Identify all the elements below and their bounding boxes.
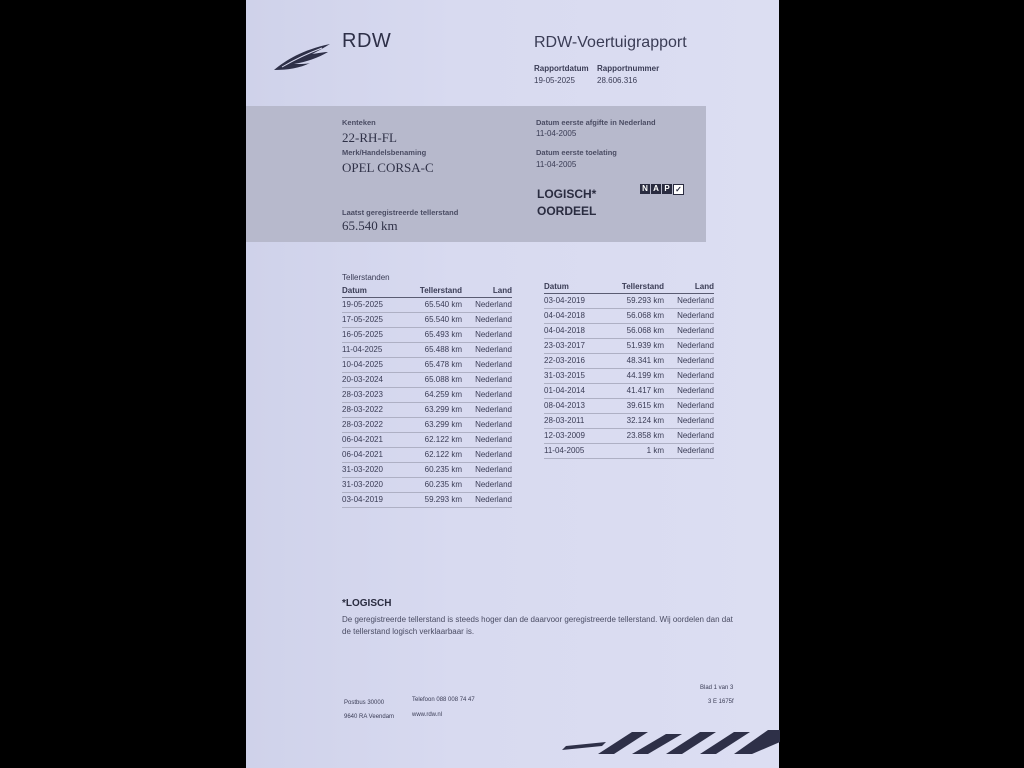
table-row [544, 414, 714, 429]
cell-odometer: 56.068 km [626, 311, 664, 320]
table-row [342, 298, 512, 313]
cell-country: Nederland [677, 326, 714, 335]
readings-section-title: Tellerstanden [342, 273, 390, 282]
cell-date: 03-04-2019 [342, 495, 383, 504]
table-row [342, 343, 512, 358]
cell-odometer: 60.235 km [424, 480, 462, 489]
note-text: De geregistreerde tellerstand is steeds hoger dan de daarvoor geregistreerde tellerstand. Wij oordelen dan dat de tellerstand logisch verklaarbaar is. [342, 615, 733, 636]
cell-date: 31-03-2020 [342, 480, 383, 489]
verdict-line1: LOGISCH* [537, 187, 597, 201]
cell-country: Nederland [677, 311, 714, 320]
report-number: 28.606.316 [597, 76, 638, 85]
table-row [544, 324, 714, 339]
cell-date: 22-03-2016 [544, 356, 585, 365]
table-body [544, 294, 714, 459]
cell-odometer: 65.540 km [424, 300, 462, 309]
cell-odometer: 41.417 km [626, 386, 664, 395]
nap-letter-a: A [651, 184, 661, 194]
verdict-text [537, 186, 596, 220]
table-header [544, 281, 714, 294]
col-date-header: Datum [342, 286, 367, 295]
table-row [544, 294, 714, 309]
cell-odometer: 59.293 km [424, 495, 462, 504]
cell-odometer: 63.299 km [424, 420, 462, 429]
cell-date: 01-04-2014 [544, 386, 585, 395]
table-row [342, 358, 512, 373]
cell-odometer: 65.478 km [424, 360, 462, 369]
table-row [544, 384, 714, 399]
plate-number: 22-RH-FL [342, 130, 397, 145]
cell-odometer: 39.615 km [626, 401, 664, 410]
cell-country: Nederland [475, 480, 512, 489]
col-country-header: Land [492, 286, 512, 295]
cell-date: 04-04-2018 [544, 311, 585, 320]
plate-label: Kenteken [342, 118, 376, 127]
table-row [544, 354, 714, 369]
brand-name: RDW [342, 30, 392, 52]
cell-date: 11-04-2025 [342, 345, 383, 354]
report-date-label: Rapportdatum [534, 64, 589, 73]
cell-country: Nederland [677, 431, 714, 440]
cell-odometer: 60.235 km [424, 465, 462, 474]
first-admission-label: Datum eerste toelating [536, 148, 617, 157]
table-row [342, 448, 512, 463]
cell-date: 12-03-2009 [544, 431, 585, 440]
report-date: 19-05-2025 [534, 76, 575, 85]
cell-country: Nederland [677, 356, 714, 365]
table-header [342, 285, 512, 298]
report-title: RDW-Voertuigrapport [534, 34, 687, 51]
cell-date: 28-03-2011 [544, 416, 585, 425]
cell-country: Nederland [677, 296, 714, 305]
cell-country: Nederland [677, 371, 714, 380]
cell-date: 23-03-2017 [544, 341, 585, 350]
cell-date: 28-03-2022 [342, 420, 383, 429]
table-body [342, 298, 512, 508]
cell-odometer: 1 km [646, 446, 664, 455]
note-title: *LOGISCH [342, 598, 392, 609]
first-admission-date: 11-04-2005 [536, 160, 577, 169]
cell-country: Nederland [677, 341, 714, 350]
first-issue-date: 11-04-2005 [536, 129, 577, 138]
footer-postbus: Postbus 30000 [344, 700, 385, 706]
nap-letter-n: N [640, 184, 650, 194]
cell-odometer: 56.068 km [626, 326, 664, 335]
cell-country: Nederland [475, 300, 512, 309]
cell-date: 28-03-2022 [342, 405, 383, 414]
cell-country: Nederland [475, 360, 512, 369]
table-row [342, 418, 512, 433]
cell-country: Nederland [677, 401, 714, 410]
cell-country: Nederland [677, 446, 714, 455]
cell-odometer: 48.341 km [626, 356, 664, 365]
cell-date: 20-03-2024 [342, 375, 383, 384]
cell-country: Nederland [475, 450, 512, 459]
table-row [544, 369, 714, 384]
cell-date: 31-03-2015 [544, 371, 585, 380]
readings-table-right [544, 281, 714, 459]
cell-country: Nederland [475, 345, 512, 354]
col-odometer-header: Tellerstand [621, 282, 664, 291]
cell-date: 06-04-2021 [342, 450, 383, 459]
cell-date: 10-04-2025 [342, 360, 383, 369]
cell-date: 06-04-2021 [342, 435, 383, 444]
cell-date: 28-03-2023 [342, 390, 383, 399]
table-row [342, 463, 512, 478]
vehicle-summary-box [246, 106, 706, 242]
make-value: OPEL CORSA-C [342, 160, 434, 175]
table-row [342, 313, 512, 328]
table-row [544, 309, 714, 324]
footer-page: Blad 1 van 3 [700, 685, 734, 691]
odometer-label: Laatst geregistreerde tellerstand [342, 208, 459, 217]
background-right [778, 0, 1024, 768]
cell-country: Nederland [475, 420, 512, 429]
footer-phone: Telefoon 088 008 74 47 [412, 697, 475, 703]
table-row [342, 493, 512, 508]
make-label: Merk/Handelsbenaming [342, 148, 427, 157]
checkmark-icon: ✓ [673, 184, 684, 195]
footer-web: www.rdw.nl [412, 712, 443, 718]
table-row [544, 339, 714, 354]
cell-date: 08-04-2013 [544, 401, 585, 410]
cell-odometer: 62.122 km [424, 435, 462, 444]
cell-date: 19-05-2025 [342, 300, 383, 309]
table-row [342, 403, 512, 418]
verdict-line2: OORDEEL [537, 204, 597, 218]
table-row [342, 373, 512, 388]
cell-country: Nederland [475, 375, 512, 384]
first-issue-label: Datum eerste afgifte in Nederland [536, 118, 656, 127]
cell-odometer: 64.259 km [424, 390, 462, 399]
rdw-stripes-icon [562, 728, 780, 756]
cell-country: Nederland [475, 315, 512, 324]
cell-date: 31-03-2020 [342, 465, 383, 474]
cell-date: 11-04-2005 [544, 446, 585, 455]
cell-odometer: 65.488 km [424, 345, 462, 354]
col-date-header: Datum [544, 282, 569, 291]
footer-city: 9640 RA Veendam [344, 714, 395, 720]
cell-date: 16-05-2025 [342, 330, 383, 339]
cell-country: Nederland [677, 386, 714, 395]
cell-date: 17-05-2025 [342, 315, 383, 324]
nap-badge [640, 184, 684, 195]
table-row [342, 478, 512, 493]
cell-odometer: 65.493 km [424, 330, 462, 339]
cell-country: Nederland [475, 495, 512, 504]
table-row [342, 433, 512, 448]
table-row [342, 388, 512, 403]
cell-country: Nederland [475, 405, 512, 414]
table-row [342, 328, 512, 343]
cell-odometer: 63.299 km [424, 405, 462, 414]
cell-odometer: 51.939 km [626, 341, 664, 350]
odometer-value: 65.540 km [342, 218, 398, 233]
cell-odometer: 23.858 km [626, 431, 664, 440]
rdw-logo-icon [272, 40, 334, 72]
col-country-header: Land [694, 282, 714, 291]
cell-country: Nederland [475, 435, 512, 444]
cell-odometer: 59.293 km [626, 296, 664, 305]
cell-odometer: 32.124 km [626, 416, 664, 425]
cell-date: 03-04-2019 [544, 296, 585, 305]
nap-letter-p: P [662, 184, 672, 194]
footer-code: 3 E 1675f [708, 699, 734, 705]
cell-country: Nederland [475, 390, 512, 399]
col-odometer-header: Tellerstand [419, 286, 462, 295]
table-row [544, 399, 714, 414]
table-row [544, 444, 714, 459]
cell-date: 04-04-2018 [544, 326, 585, 335]
document-page [246, 0, 779, 768]
table-row [544, 429, 714, 444]
cell-odometer: 65.088 km [424, 375, 462, 384]
cell-country: Nederland [475, 465, 512, 474]
cell-odometer: 44.199 km [626, 371, 664, 380]
cell-odometer: 62.122 km [424, 450, 462, 459]
readings-table-left [342, 285, 512, 508]
report-number-label: Rapportnummer [597, 64, 660, 73]
cell-country: Nederland [677, 416, 714, 425]
cell-odometer: 65.540 km [424, 315, 462, 324]
cell-country: Nederland [475, 330, 512, 339]
